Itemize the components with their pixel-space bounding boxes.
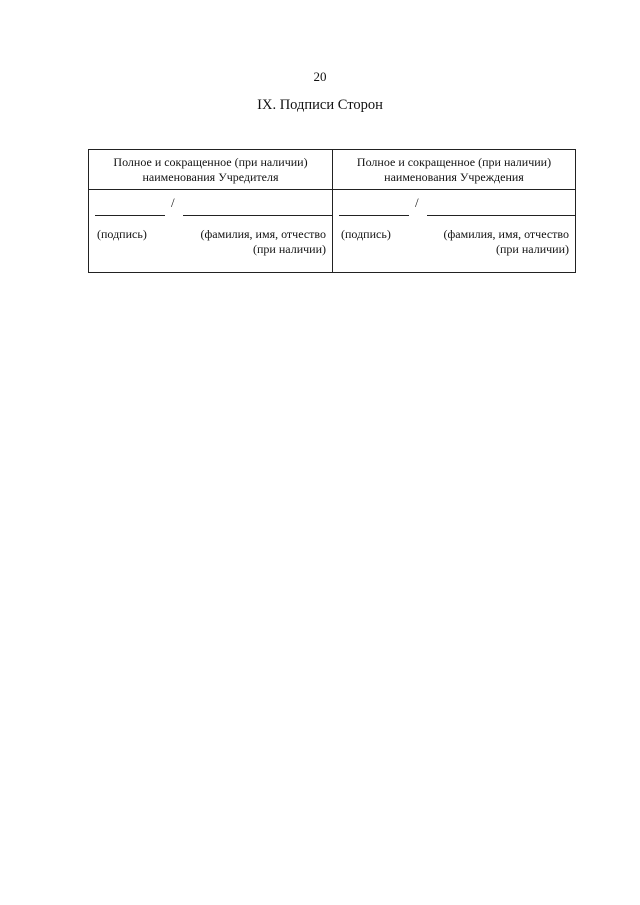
signature-label: (подпись) <box>97 227 147 241</box>
party-institution-header-line1: Полное и сокращенное (при наличии) <box>356 154 552 169</box>
full-name-line[interactable] <box>183 215 332 216</box>
party-founder <box>89 150 332 272</box>
party-institution-header <box>333 150 575 190</box>
party-founder-header-line2: наименования Учредителя <box>142 169 279 184</box>
party-founder-header <box>89 150 332 190</box>
party-founder-header-line1: Полное и сокращенное (при наличии) <box>113 154 308 169</box>
signature-slash: / <box>415 195 419 210</box>
full-name-label-line2: (при наличии) <box>496 242 569 256</box>
party-institution-signature-row <box>333 190 575 216</box>
signatures-table <box>88 149 576 273</box>
party-founder-signature-row <box>89 190 332 216</box>
signature-label: (подпись) <box>341 227 391 241</box>
full-name-label-line1: (фамилия, имя, отчество <box>200 227 326 241</box>
signature-slash: / <box>171 195 175 210</box>
full-name-label <box>176 227 326 257</box>
section-title: IX. Подписи Сторон <box>257 97 383 113</box>
signature-line[interactable] <box>95 215 165 216</box>
full-name-label-line1: (фамилия, имя, отчество <box>443 227 569 241</box>
page-number: 20 <box>313 69 327 84</box>
full-name-label-line2: (при наличии) <box>253 242 326 256</box>
full-name-label <box>419 227 569 257</box>
party-institution <box>332 150 575 272</box>
full-name-line[interactable] <box>427 215 575 216</box>
party-institution-header-line2: наименования Учреждения <box>384 169 524 184</box>
signature-line[interactable] <box>339 215 409 216</box>
